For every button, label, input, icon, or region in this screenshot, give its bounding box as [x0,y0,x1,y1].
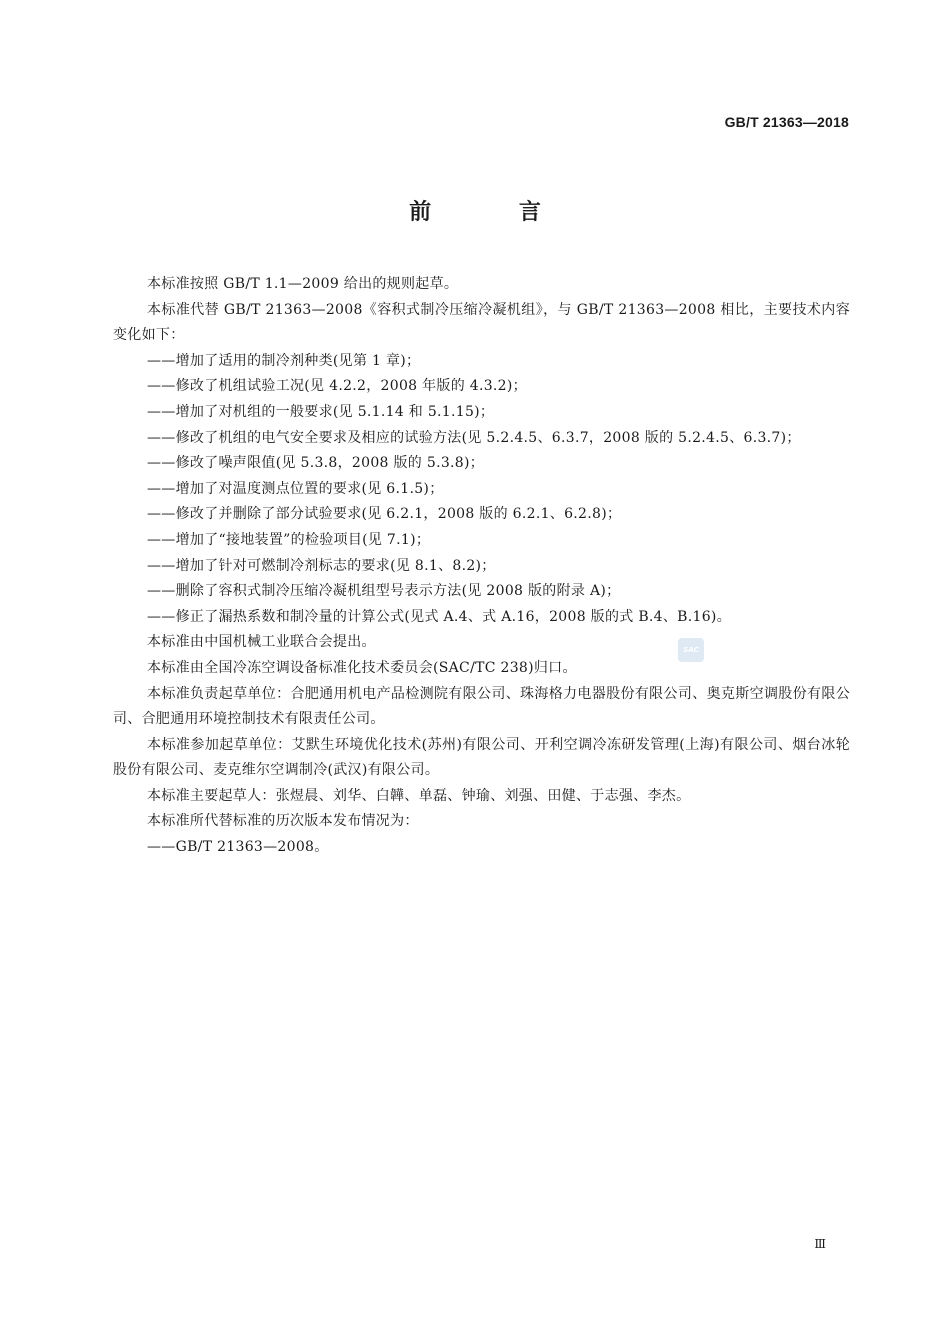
standard-code: GB/T 21363—2018 [724,114,849,130]
list-item: ——修正了漏热系数和制冷量的计算公式(见式 A.4、式 A.16，2008 版的式 B.4、B.16)。 [147,608,731,625]
paragraph: 本标准参加起草单位：艾默生环境优化技术(苏州)有限公司、开利空调冷冻研发管理(上海)有限公司、烟台冰轮股份有限公司、麦克维尔空调制冷(武汉)有限公司。 [113,736,850,779]
list-item: ——GB/T 21363—2008。 [147,839,329,856]
list-item: ——修改了噪声限值(见 5.3.8，2008 版的 5.3.8)； [147,455,485,472]
paragraph: 本标准由中国机械工业联合会提出。 [147,634,376,651]
paragraph: 本标准由全国冷冻空调设备标准化技术委员会(SAC/TC 238)归口。 [147,659,577,676]
list-item: ——增加了适用的制冷剂种类(见第 1 章)； [147,352,421,369]
list-item: ——修改了机组的电气安全要求及相应的试验方法(见 5.2.4.5、6.3.7，2008 版的 5.2.4.5、6.3.7)； [147,429,801,446]
page-title: 前 言 [409,200,581,225]
list-item: ——修改了机组试验工况(见 4.2.2，2008 年版的 4.3.2)； [147,378,527,395]
paragraph: 本标准主要起草人：张煜晨、刘华、白韡、单磊、钟瑜、刘强、田健、于志强、李杰。 [147,787,691,804]
list-item: ——修改了并删除了部分试验要求(见 6.2.1，2008 版的 6.2.1、6.2.8)； [147,506,622,523]
list-item: ——删除了容积式制冷压缩冷凝机组型号表示方法(见 2008 版的附录 A)； [147,583,621,600]
list-item: ——增加了对温度测点位置的要求(见 6.1.5)； [147,480,444,497]
foreword-body [113,272,850,861]
list-item: ——增加了针对可燃制冷剂标志的要求(见 8.1、8.2)； [147,557,496,574]
sac-watermark-logo: SAC [678,638,704,662]
paragraph: 本标准所代替标准的历次版本发布情况为： [147,813,419,830]
page-number: Ⅲ [814,1237,826,1251]
list-item: ——增加了“接地装置”的检验项目(见 7.1)； [147,531,431,548]
paragraph: 本标准负责起草单位：合肥通用机电产品检测院有限公司、珠海格力电器股份有限公司、奥克斯空调股份有限公司、合肥通用环境控制技术有限责任公司。 [113,685,850,728]
paragraph: 本标准代替 GB/T 21363—2008《容积式制冷压缩冷凝机组》，与 GB/T 21363—2008 相比，主要技术内容变化如下： [113,301,850,344]
list-item: ——增加了对机组的一般要求(见 5.1.14 和 5.1.15)； [147,403,495,420]
paragraph: 本标准按照 GB/T 1.1—2009 给出的规则起草。 [147,276,459,292]
